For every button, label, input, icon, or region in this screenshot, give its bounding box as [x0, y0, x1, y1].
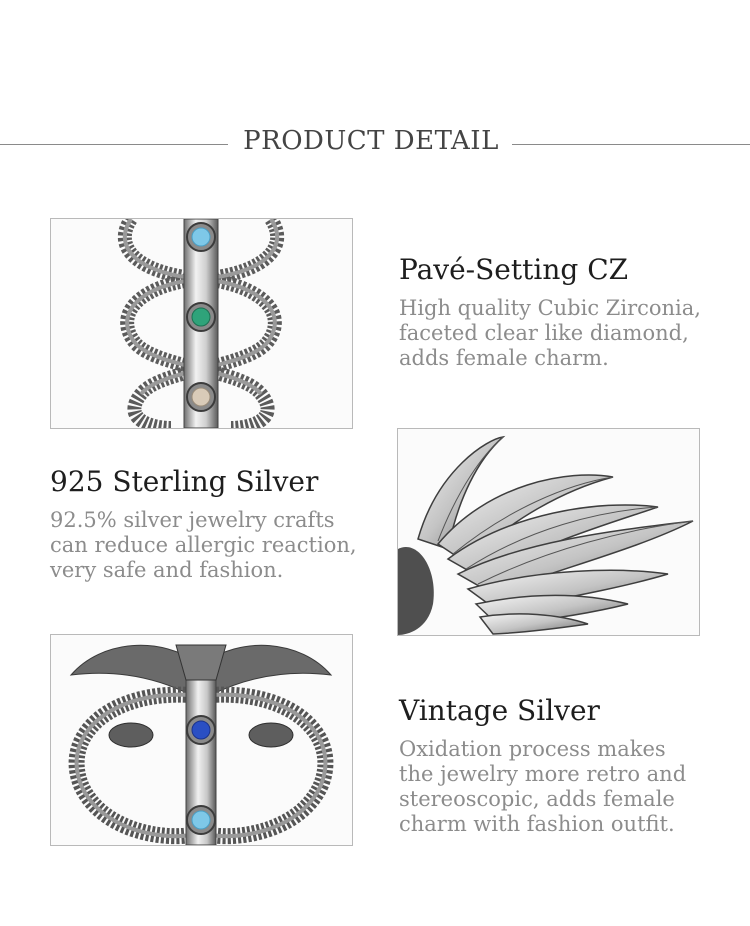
snake-head-right: [249, 723, 293, 747]
snake-staff-illustration: [51, 635, 352, 845]
description-line: can reduce allergic reaction,: [50, 533, 357, 557]
description-line: adds female charm.: [399, 346, 609, 370]
feature-vintage-silver: [399, 694, 686, 837]
gem-royal-blue: [187, 716, 215, 744]
description-line: stereoscopic, adds female: [399, 787, 675, 811]
description-line: very safe and fashion.: [50, 558, 284, 582]
description-line: 92.5% silver jewelry crafts: [50, 508, 335, 532]
feature-description: [399, 737, 686, 837]
feature-description: [50, 508, 357, 583]
section-header: [0, 124, 750, 164]
feature-title: Vintage Silver: [399, 694, 600, 727]
snake-head-left: [109, 723, 153, 747]
description-line: the jewelry more retro and: [399, 762, 687, 786]
feature-pave-setting: [399, 253, 701, 371]
gem-blue: [187, 223, 215, 251]
gem-green: [187, 303, 215, 331]
description-line: Oxidation process makes: [399, 737, 666, 761]
product-photo-snakes: [50, 634, 353, 846]
feature-sterling-silver: [50, 465, 357, 583]
feature-description: [399, 296, 701, 371]
product-photo-wing: [397, 428, 700, 636]
header-rule-right: [512, 144, 750, 145]
wing-illustration: [398, 429, 699, 635]
description-line: charm with fashion outfit.: [399, 812, 675, 836]
description-line: faceted clear like diamond,: [399, 321, 689, 345]
gem-sky-blue: [187, 806, 215, 834]
feature-title: Pavé-Setting CZ: [399, 253, 629, 286]
section-title: PRODUCT DETAIL: [243, 126, 499, 156]
gem-champagne: [187, 383, 215, 411]
description-line: High quality Cubic Zirconia,: [399, 296, 701, 320]
header-rule-left: [0, 144, 228, 145]
gem-staff-illustration: [51, 219, 352, 428]
product-photo-gems: [50, 218, 353, 429]
feature-title: 925 Sterling Silver: [50, 465, 319, 498]
